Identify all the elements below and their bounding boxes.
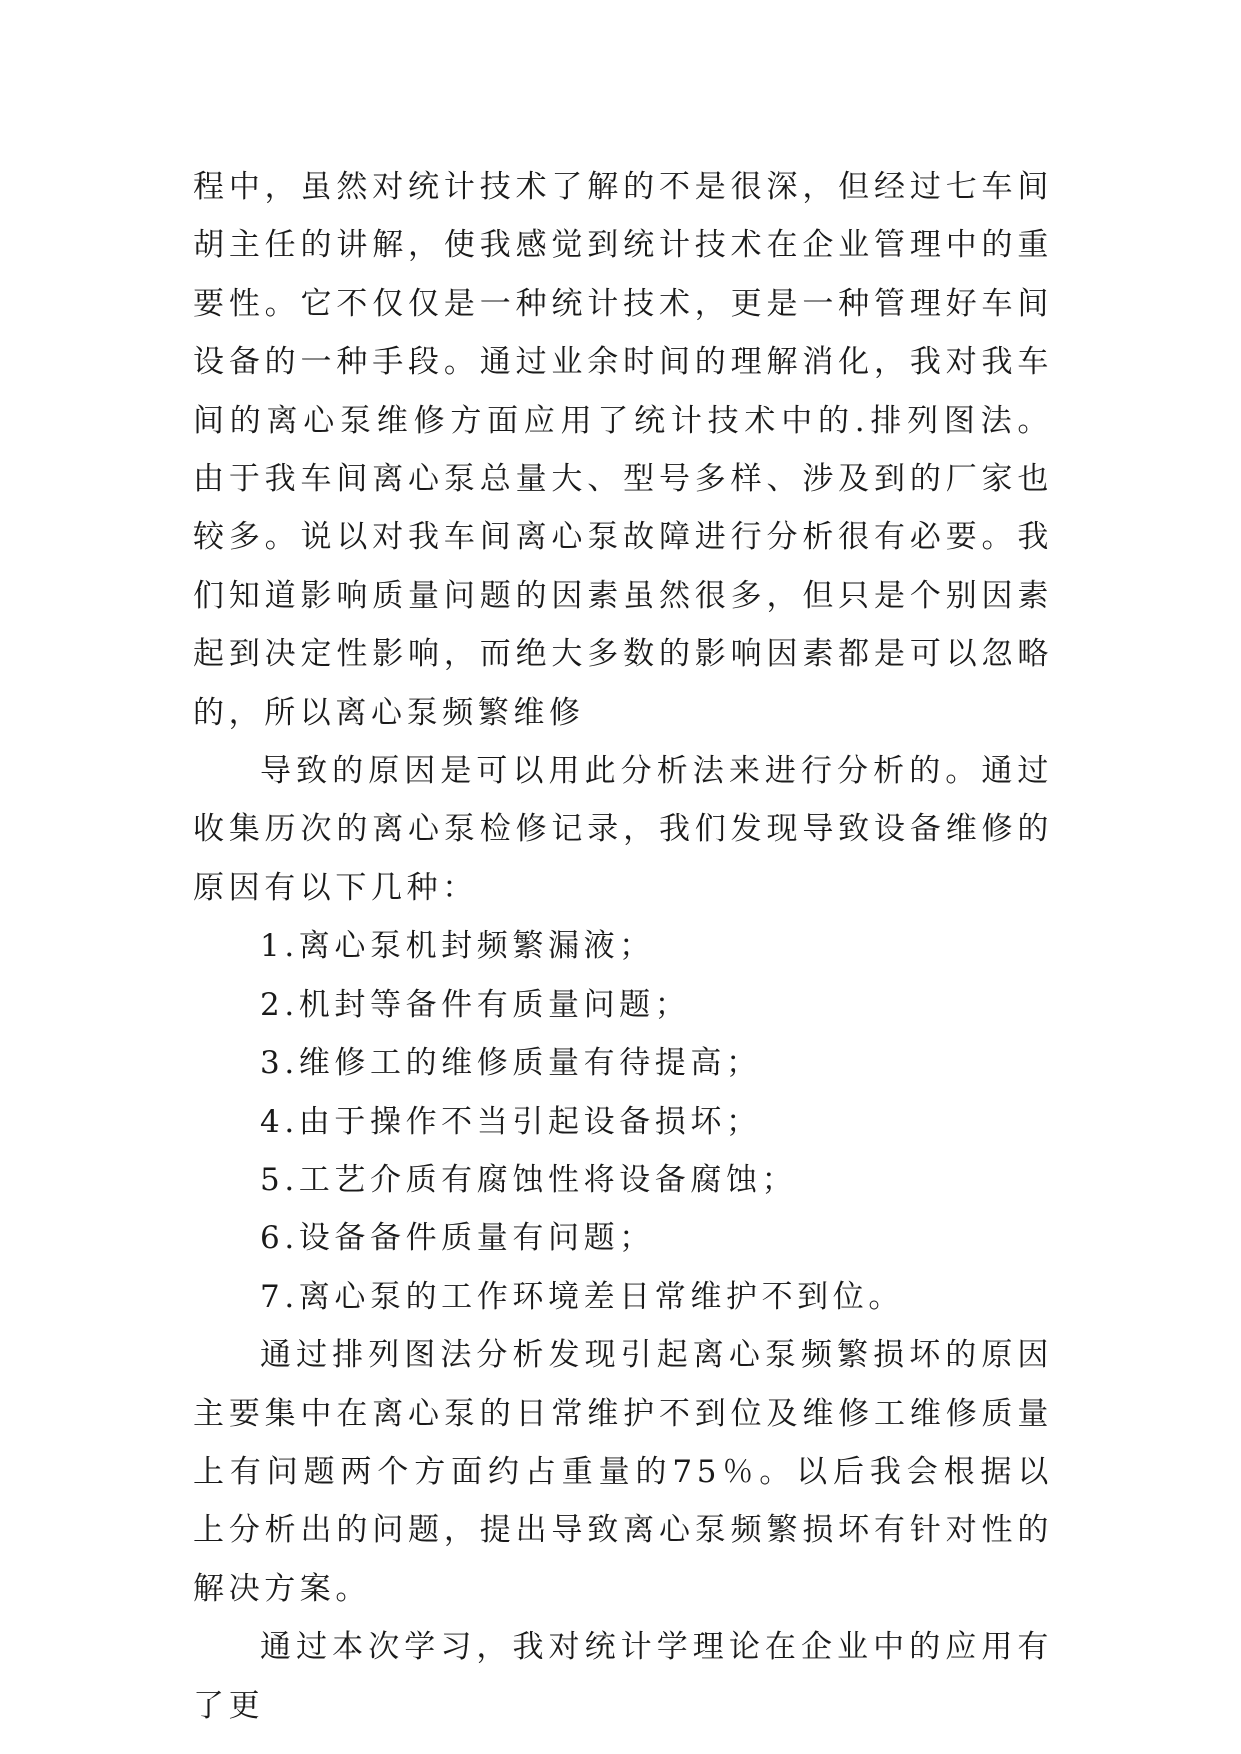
- document-body: [193, 158, 1053, 1735]
- list-item: 4.由于操作不当引起设备损坏；: [260, 1103, 762, 1140]
- paragraph-analysis-intro: 导致的原因是可以用此分析法来进行分析的。通过收集历次的离心泵检修记录，我们发现导致设备维修的原因有以下几种：: [193, 753, 1053, 906]
- paragraph-conclusion: 通过排列图法分析发现引起离心泵频繁损坏的原因主要集中在离心泵的日常维护不到位及维修工维修质量上有问题两个方面约占重量的75％。以后我会根据以上分析出的问题，提出导致离心泵频繁损坏有针对性的解决方案。: [193, 1337, 1053, 1607]
- list-item: 6.设备备件质量有问题；: [260, 1220, 655, 1257]
- list-item: 7.离心泵的工作环境差日常维护不到位。: [260, 1278, 904, 1315]
- list-item: 2.机封等备件有质量问题；: [260, 986, 691, 1023]
- causes-list: [193, 917, 1053, 1326]
- paragraph-continuation: 程中，虽然对统计技术了解的不是很深，但经过七车间胡主任的讲解，使我感觉到统计技术在企业管理中的重要性。它不仅仅是一种统计技术，更是一种管理好车间设备的一种手段。通过业余时间的理解消化，我对我车间的离心泵维修方面应用了统计技术中的.排列图法。由于我车间离心泵总量大、型号多样、涉及到的厂家也较多。说以对我车间离心泵故障进行分析很有必要。我们知道影响质量问题的因素虽然很多，但只是个别因素起到决定性影响，而绝大多数的影响因素都是可以忽略的，所以离心泵频繁维修: [193, 169, 1053, 731]
- list-item: 1.离心泵机封频繁漏液；: [260, 928, 655, 965]
- list-item: 3.维修工的维修质量有待提高；: [260, 1045, 762, 1082]
- list-item: 5.工艺介质有腐蚀性将设备腐蚀；: [260, 1161, 798, 1198]
- paragraph-closing: 通过本次学习，我对统计学理论在企业中的应用有了更: [193, 1629, 1053, 1724]
